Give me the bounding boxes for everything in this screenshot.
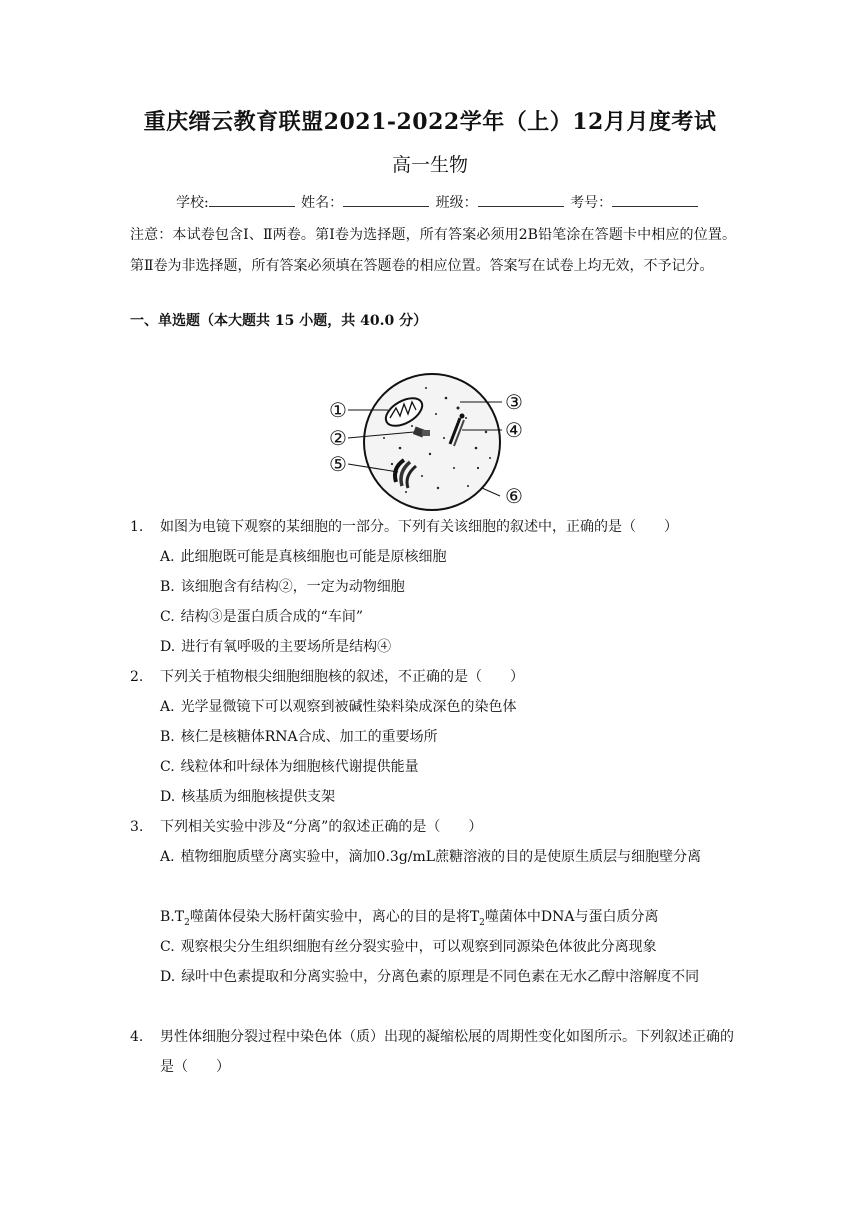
label-1: ① bbox=[329, 398, 347, 422]
notice-text: 注意：本试卷包含Ⅰ、Ⅱ两卷。第Ⅰ卷为选择题，所有答案必须用2B铅笔涂在答题卡中相应的位置。第Ⅱ卷为非选择题，所有答案必须填在答题卷的相应位置。答案写在试卷上均无效，不予记分。 bbox=[130, 227, 736, 274]
question-2-option-d: D. 核基质为细胞核提供支架 bbox=[160, 789, 336, 805]
cell-diagram bbox=[326, 368, 536, 516]
question-3-number: 3. bbox=[130, 819, 144, 835]
class-blank bbox=[478, 192, 564, 207]
label-4: ④ bbox=[505, 418, 523, 442]
question-2-number: 2. bbox=[130, 669, 144, 685]
school-label: 学校: bbox=[176, 195, 209, 211]
label-3: ③ bbox=[505, 390, 523, 414]
question-3-option-d: D. 绿叶中色素提取和分离实验中，分离色素的原理是不同色素在无水乙醇中溶解度不同 bbox=[160, 969, 700, 985]
exam-number-label: 考号： bbox=[570, 195, 613, 211]
exam-subtitle: 高一生物 bbox=[391, 154, 468, 176]
question-2-stem: 下列关于植物根尖细胞细胞核的叙述，不正确的是（ ） bbox=[160, 669, 524, 685]
question-3-option-a: A. 植物细胞质壁分离实验中，滴加0.3g/mL蔗糖溶液的目的是使原生质层与细胞壁分离 bbox=[160, 849, 702, 865]
question-1-option-a: A. 此细胞既可能是真核细胞也可能是原核细胞 bbox=[160, 549, 447, 565]
name-label: 姓名： bbox=[301, 195, 344, 211]
exam-title: 重庆缙云教育联盟2021-2022学年（上）12月月度考试 bbox=[143, 109, 717, 135]
question-1-stem: 如图为电镜下观察的某细胞的一部分。下列有关该细胞的叙述中，正确的是（ ） bbox=[160, 519, 678, 535]
question-1-number: 1. bbox=[130, 519, 144, 535]
section-heading: 一、单选题（本大题共 15 小题，共 40.0 分） bbox=[130, 313, 428, 329]
question-4-stem: 男性体细胞分裂过程中染色体（质）出现的凝缩松展的周期性变化如图所示。下列叙述正确的是（ ） bbox=[160, 1029, 734, 1075]
question-3-stem: 下列相关实验中涉及“分离”的叙述正确的是（ ） bbox=[160, 819, 483, 835]
question-2-option-c: C. 线粒体和叶绿体为细胞核代谢提供能量 bbox=[160, 759, 419, 775]
exam-number-blank bbox=[612, 192, 698, 207]
class-label: 班级： bbox=[435, 195, 478, 211]
student-info-line bbox=[176, 192, 700, 212]
school-blank bbox=[209, 192, 295, 207]
question-2-option-b: B. 核仁是核糖体RNA合成、加工的重要场所 bbox=[160, 729, 438, 745]
label-2: ② bbox=[329, 426, 347, 450]
question-3-option-b: $B.T_2$噬菌体侵染大肠杆菌实验中，离心的目的是将$T_2$噬菌体中DNA与蛋白质分离 bbox=[160, 909, 659, 928]
label-5: ⑤ bbox=[329, 452, 347, 476]
label-6: ⑥ bbox=[505, 484, 523, 508]
question-1-option-d: D. 进行有氧呼吸的主要场所是结构④ bbox=[160, 639, 392, 655]
question-1-option-b: B. 该细胞含有结构②，一定为动物细胞 bbox=[160, 579, 405, 595]
name-blank bbox=[343, 192, 429, 207]
question-4-number: 4. bbox=[130, 1029, 144, 1045]
question-1-option-c: C. 结构③是蛋白质合成的“车间” bbox=[160, 609, 363, 625]
question-2-option-a: A. 光学显微镜下可以观察到被碱性染料染成深色的染色体 bbox=[160, 699, 517, 715]
question-3-option-c: C. 观察根尖分生组织细胞有丝分裂实验中，可以观察到同源染色体彼此分离现象 bbox=[160, 939, 657, 955]
